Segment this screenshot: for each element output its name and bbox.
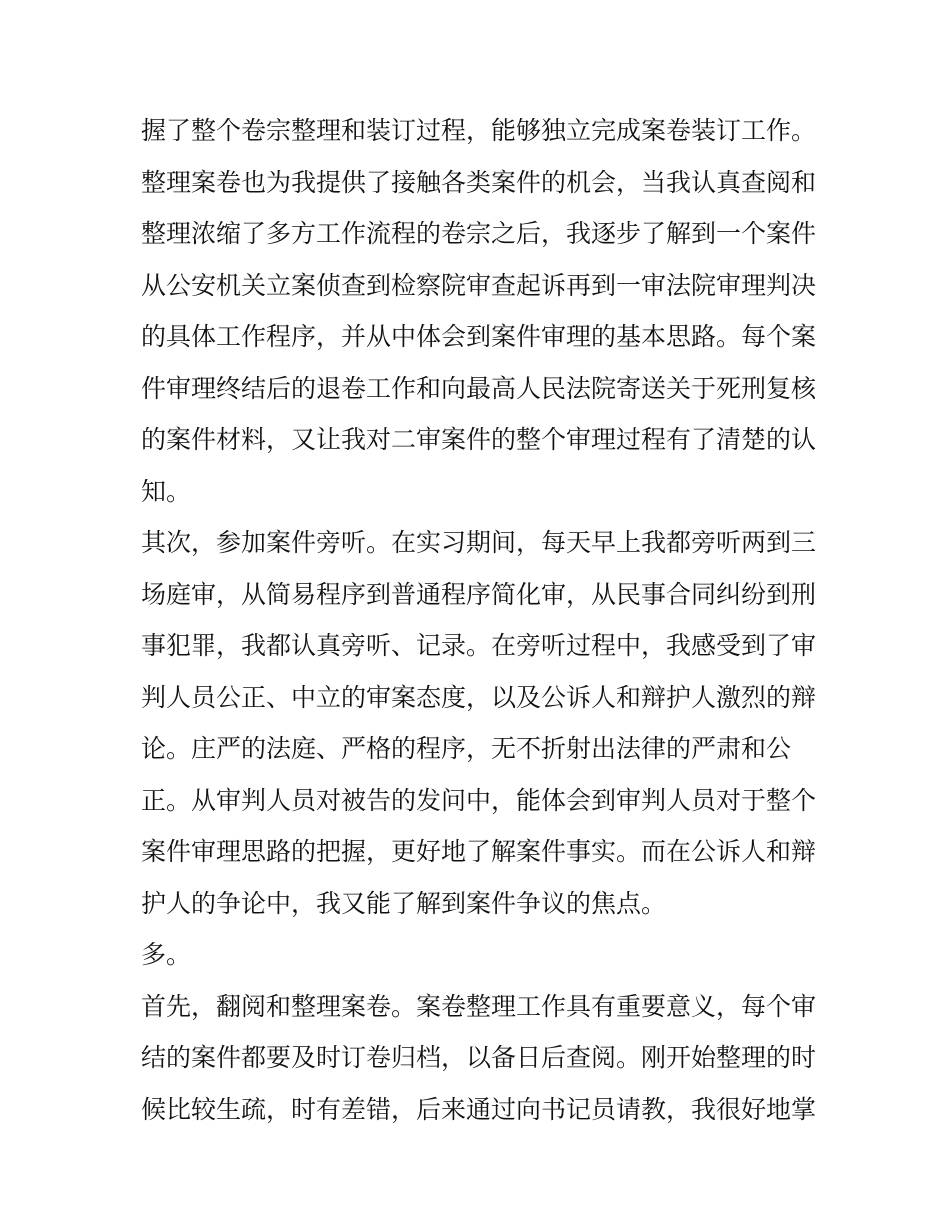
text-line: 案件审理思路的把握，更好地了解案件事实。而在公诉人和辩 <box>141 837 817 866</box>
text-line: 事犯罪，我都认真旁听、记录。在旁听过程中，我感受到了审 <box>141 631 817 660</box>
text-line: 论。庄严的法庭、严格的程序，无不折射出法律的严肃和公 <box>141 734 792 763</box>
text-line: 握了整个卷宗整理和装订过程，能够独立完成案卷装订工作。 <box>141 116 817 145</box>
text-line: 其次，参加案件旁听。在实习期间，每天早上我都旁听两到三 <box>141 528 817 557</box>
text-line: 判人员公正、中立的审案态度，以及公诉人和辩护人激烈的辩 <box>141 682 817 712</box>
text-line: 场庭审，从简易程序到普通程序简化审，从民事合同纠纷到刑 <box>141 579 817 609</box>
text-line: 从公安机关立案侦查到检察院审查起诉再到一审法院审理判决 <box>141 270 817 300</box>
text-line: 护人的争论中，我又能了解到案件争议的焦点。 <box>141 888 667 918</box>
text-line: 知。 <box>141 476 192 506</box>
text-line: 件审理终结后的退卷工作和向最高人民法院寄送关于死刑复核 <box>141 373 817 403</box>
text-line: 整理浓缩了多方工作流程的卷宗之后，我逐步了解到一个案件 <box>141 219 817 248</box>
document-body <box>141 105 821 1135</box>
text-line: 多。 <box>141 940 192 969</box>
text-line: 的具体工作程序，并从中体会到案件审理的基本思路。每个案 <box>141 322 817 351</box>
text-line: 首先，翻阅和整理案卷。案卷整理工作具有重要意义，每个审 <box>141 991 817 1021</box>
text-line: 候比较生疏，时有差错，后来通过向书记员请教，我很好地掌 <box>141 1094 817 1124</box>
text-line: 的案件材料，又让我对二审案件的整个审理过程有了清楚的认 <box>141 425 817 454</box>
text-line: 结的案件都要及时订卷归档，以备日后查阅。刚开始整理的时 <box>141 1043 817 1072</box>
text-line: 正。从审判人员对被告的发问中，能体会到审判人员对于整个 <box>141 785 817 815</box>
text-line: 整理案卷也为我提供了接触各类案件的机会，当我认真查阅和 <box>141 167 817 197</box>
